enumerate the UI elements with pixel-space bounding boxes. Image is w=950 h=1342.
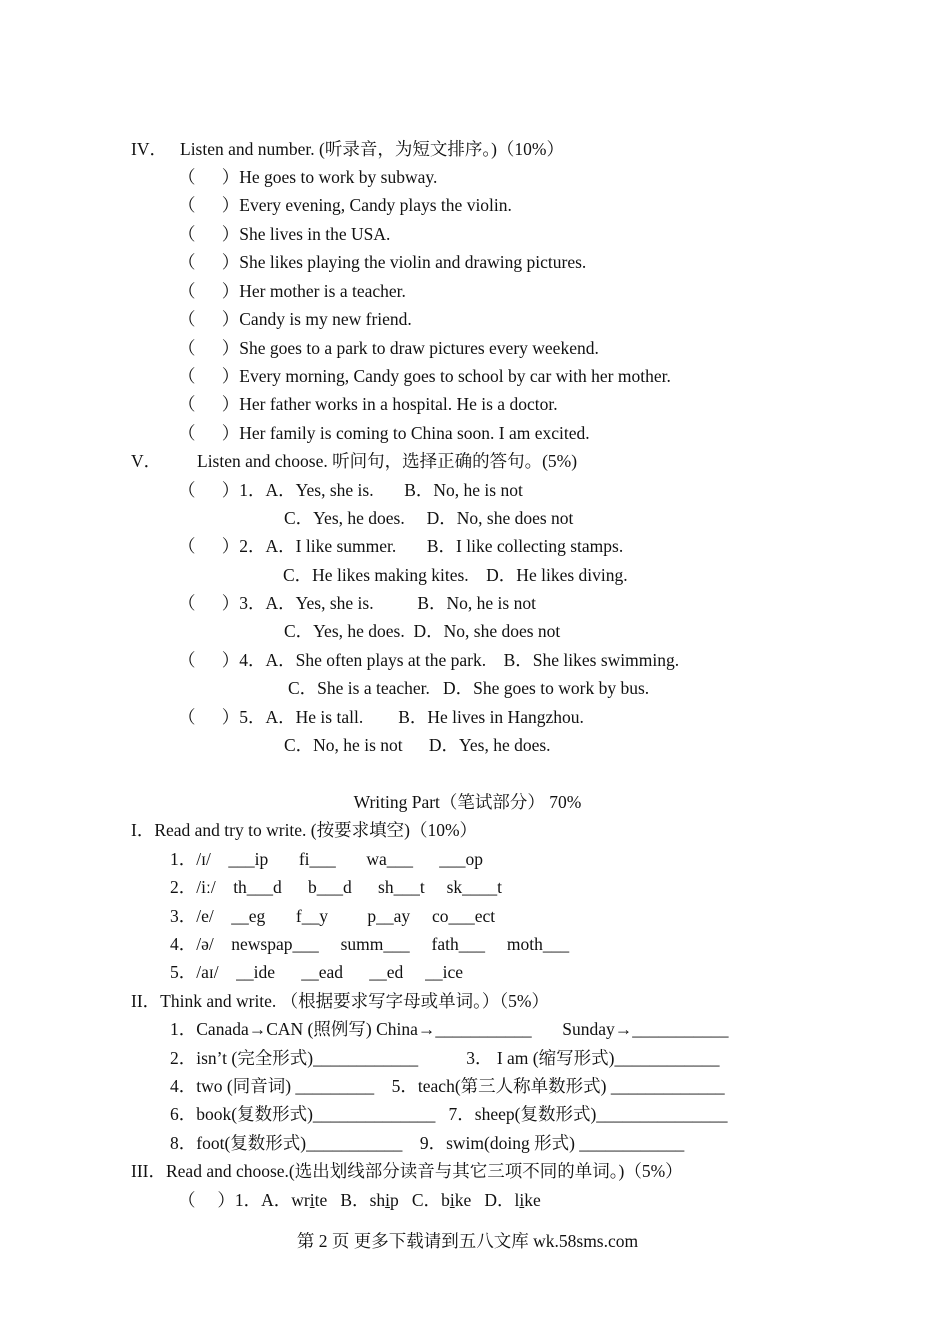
think-write-row-1: 1．Canada→CAN (照例写) China→___________ Sunday→___________ — [170, 1019, 729, 1039]
answer-blank[interactable]: （ ） — [178, 224, 240, 244]
think-write-row-3: 4．two (同音词) _________ 5．teach(第三人称单数形式) _____________ — [170, 1076, 725, 1096]
writing-iii-title: III．Read and choose.(选出划线部分读音与其它三项不同的单词。)（5%） — [131, 1161, 683, 1181]
think-write-row-2: 2．isn’t (完全形式)____________ 3． I am (缩写形式)____________ — [170, 1048, 720, 1068]
list-item: （ ）Every morning, Candy goes to school by car with her mother. — [178, 366, 671, 386]
writing-i-title: I．Read and try to write. (按要求填空)（10%） — [131, 820, 478, 840]
list-item: （ ）Her mother is a teacher. — [178, 281, 406, 301]
list-item: （ ）Every evening, Candy plays the violin. — [178, 195, 512, 215]
option-c[interactable]: C．bike — [411, 1190, 472, 1210]
option-b[interactable]: B．ship — [340, 1190, 399, 1210]
question-1-line-1: （ ）1．A．Yes, she is. B．No, he is not — [178, 480, 523, 500]
phonics-row-1: 1．/ɪ/ ___ip fi___ wa___ ___op — [170, 849, 484, 869]
section-iv-number: IV． — [131, 139, 167, 159]
question-2-line-2: C．He likes making kites. D．He likes diving. — [283, 565, 628, 585]
think-write-row-5: 8．foot(复数形式)___________ 9．swim(doing 形式) ____________ — [170, 1133, 685, 1153]
answer-blank[interactable]: （ ） — [178, 252, 240, 272]
think-write-row-4: 6．book(复数形式)______________ 7．sheep(复数形式)_______________ — [170, 1104, 728, 1124]
answer-blank[interactable]: （ ） — [178, 366, 240, 386]
question-5-line-1: （ ）5．A．He is tall. B．He lives in Hangzhou. — [178, 707, 584, 727]
list-item: （ ）He goes to work by subway. — [178, 167, 438, 187]
phonics-row-5: 5．/aɪ/ __ide __ead __ed __ice — [170, 962, 464, 982]
answer-blank[interactable]: （ ） — [178, 394, 240, 414]
list-item: （ ）Her family is coming to China soon. I am excited. — [178, 423, 590, 443]
question-2-line-1: （ ）2．A．I like summer. B．I like collecting stamps. — [178, 536, 624, 556]
question-4-line-2: C．She is a teacher. D．She goes to work by bus. — [288, 678, 650, 698]
question-5-line-2: C．No, he is not D．Yes, he does. — [284, 735, 551, 755]
option-d[interactable]: D．like — [484, 1190, 541, 1210]
question-4-line-1: （ ）4．A．She often plays at the park. B．She likes swimming. — [178, 650, 680, 670]
writing-part-heading: Writing Part（笔试部分） 70% — [353, 792, 582, 812]
phonics-row-2: 2．/iː/ th___d b___d sh___t sk____t — [170, 877, 503, 897]
section-iv-title: Listen and number. (听录音，为短文排序。)（10%） — [180, 139, 564, 159]
answer-blank[interactable]: （ ） — [178, 167, 240, 187]
list-item: （ ）She likes playing the violin and drawing pictures. — [178, 252, 587, 272]
option-a[interactable]: write — [291, 1190, 328, 1210]
page-footer: 第 2 页 更多下载请到五八文库 wk.58sms.com — [296, 1231, 639, 1251]
answer-blank[interactable]: （ ） — [178, 281, 240, 301]
answer-blank[interactable]: （ ） — [178, 423, 240, 443]
question-1-line-2: C．Yes, he does. D．No, she does not — [284, 508, 574, 528]
answer-blank[interactable]: （ ） — [178, 309, 240, 329]
list-item: （ ）She lives in the USA. — [178, 224, 391, 244]
writing-ii-title: II．Think and write. （根据要求写字母或单词。）（5%） — [131, 991, 550, 1011]
list-item: （ ）She goes to a park to draw pictures every weekend. — [178, 338, 599, 358]
list-item: （ ）Candy is my new friend. — [178, 309, 412, 329]
answer-blank[interactable]: （ ） — [178, 338, 240, 358]
read-choose-question-1: （ ）1．A．write B．ship C．bike D．like — [178, 1190, 541, 1210]
question-3-line-1: （ ）3．A．Yes, she is. B．No, he is not — [178, 593, 536, 613]
phonics-row-4: 4．/ə/ newspap___ summ___ fath___ moth___ — [170, 934, 570, 954]
section-v-title: Listen and choose. 听问句，选择正确的答句。(5%) — [197, 451, 578, 471]
question-3-line-2: C．Yes, he does. D．No, she does not — [284, 621, 561, 641]
list-item: （ ）Her father works in a hospital. He is a doctor. — [178, 394, 558, 414]
section-v-number: V． — [131, 451, 162, 471]
phonics-row-3: 3．/e/ __eg f__y p__ay co___ect — [170, 906, 496, 926]
answer-blank[interactable]: （ ） — [178, 195, 240, 215]
